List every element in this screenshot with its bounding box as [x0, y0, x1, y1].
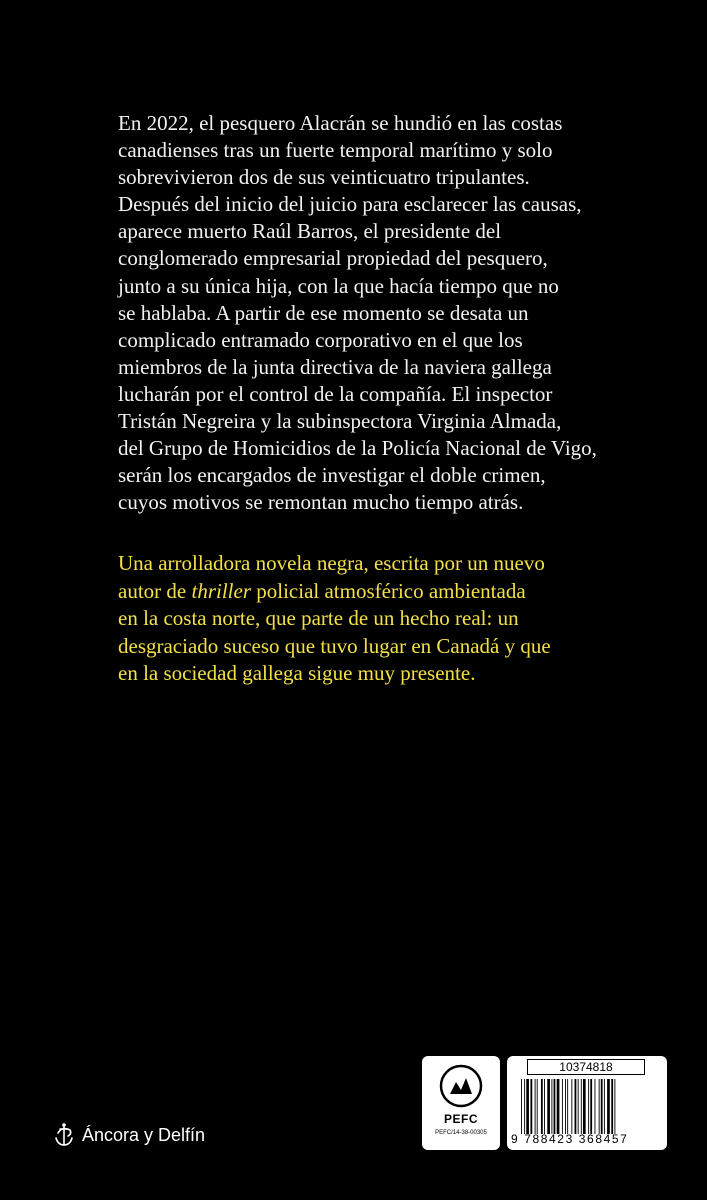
barcode-bar [571, 1079, 572, 1134]
barcode-bar [590, 1079, 592, 1134]
barcode-bar [581, 1079, 582, 1134]
barcode-bar [535, 1079, 536, 1134]
blurb-intro: Una arrolladora novela negra, escrita por un nuevo autor de [118, 551, 545, 603]
barcode-bar [588, 1079, 589, 1134]
barcode-bar [565, 1079, 566, 1134]
barcode-bar [604, 1079, 605, 1134]
anchor-dolphin-logo-icon [52, 1122, 76, 1148]
blurb-text [118, 550, 618, 688]
barcode-bar [521, 1079, 522, 1134]
barcode-bar [607, 1079, 610, 1134]
barcode-bar [537, 1079, 538, 1134]
pefc-tree-logo-icon [439, 1064, 483, 1108]
barcode-bar [554, 1079, 556, 1134]
barcode-bar [583, 1079, 586, 1134]
barcode-bar [524, 1079, 525, 1134]
barcode-bar [595, 1079, 596, 1134]
barcode-bar [578, 1079, 579, 1134]
blurb-outro: policial atmosférico ambientada en la costa norte, que parte de un hecho real: un desgraciado suceso que tuvo lugar en Canadá y que en la sociedad gallega sigue muy presente. [118, 578, 551, 686]
barcode-bar [614, 1079, 615, 1134]
barcode-box [507, 1056, 667, 1150]
barcode-bar [530, 1079, 532, 1134]
barcode-bar [599, 1079, 600, 1134]
barcode-bar [547, 1079, 550, 1134]
barcode-bar [562, 1079, 563, 1134]
barcode-bar [551, 1079, 552, 1134]
publisher-name: Áncora y Delfín [82, 1124, 206, 1145]
barcode-bar [544, 1079, 545, 1134]
pefc-label: PEFC [443, 1112, 478, 1126]
barcode-reference: 10374818 [527, 1059, 645, 1075]
barcode-bars [521, 1079, 657, 1134]
barcode-bar [611, 1079, 613, 1134]
synopsis-text: En 2022, el pesquero Alacrán se hundió en las costas canadienses tras un fuerte temporal marítimo y solo sobrevivieron dos de sus veinticuatro tripulantes. Después del inicio del juicio para esclarecer las causas, aparece muerto Raúl Barros, el presidente del conglomerado empresarial propiedad del pesquero, junto a su única hija, con la que hacía tiempo que no se hablaba. A partir de ese momento se desata un complicado entramado corporativo en el que los miembros de la junta directiva de la naviera gallega lucharán por el control de la compañía. El inspector Tristán Negreira y la subinspectora Virginia Almada, del Grupo de Homicidios de la Policía Nacional de Vigo, serán los encargados de investigar el doble crimen, cuyos motivos se remontan mucho tiempo atrás. [118, 111, 597, 515]
barcode-bar [601, 1079, 603, 1134]
publisher-imprint [52, 1122, 205, 1148]
barcode-bar [526, 1079, 529, 1134]
blurb-emphasis: thriller [191, 578, 251, 603]
pefc-certification-badge [422, 1056, 500, 1150]
barcode-bar [557, 1079, 560, 1134]
barcode-bar [567, 1079, 568, 1134]
barcode-bar [575, 1079, 577, 1134]
barcode-bar [541, 1079, 543, 1134]
barcode-digits: 9 788423 368457 [511, 1132, 629, 1146]
pefc-code: PEFC/14-38-00305 [435, 1130, 487, 1136]
